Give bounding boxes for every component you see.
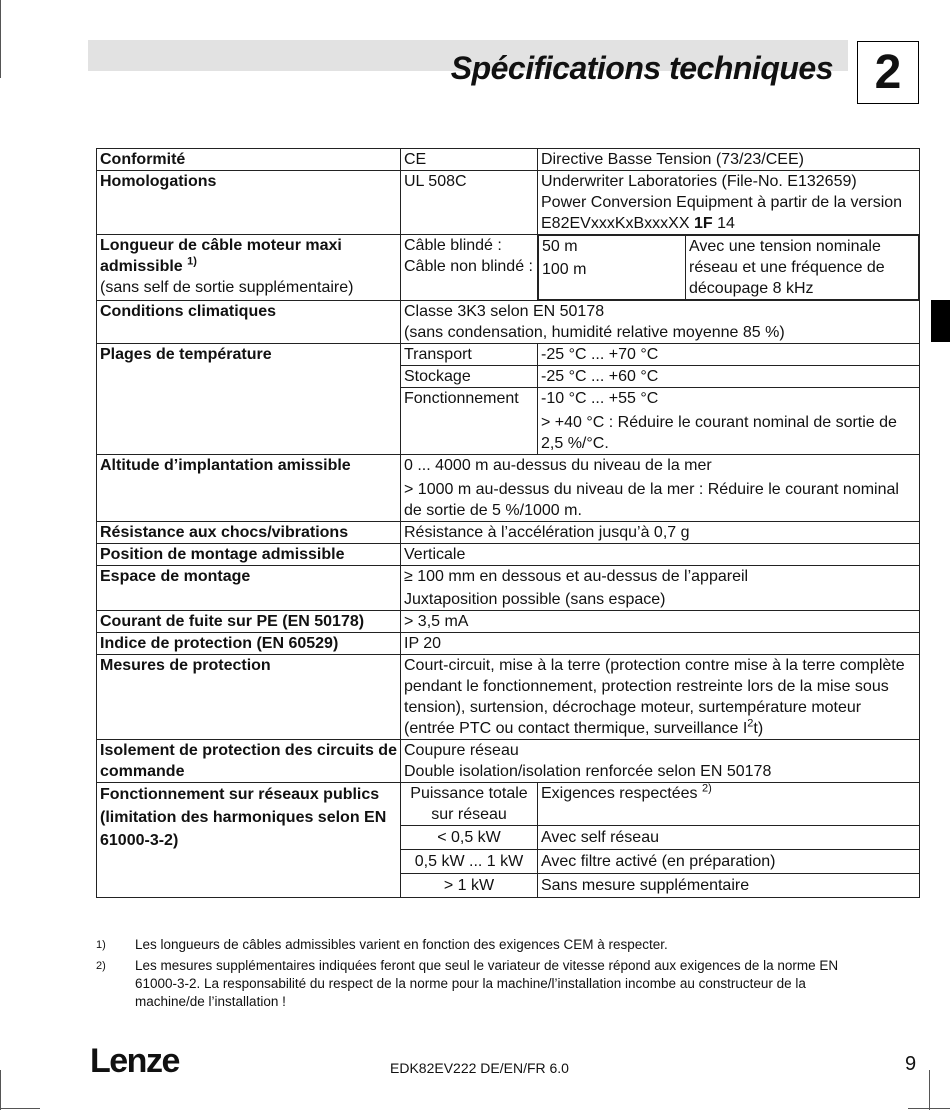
text-run: Court-circuit, mise à la terre (protection contre mise à la terre complète pendant le fonctionnement, protection restreinte lors de la mise sous tension), surtension, décrochage moteur, surtempérature moteur (entrée PTC ou contact thermique, surveillance I xyxy=(404,657,905,737)
row-label: Isolement de protection des circuits de commande xyxy=(97,740,401,783)
text-line: (sans condensation, humidité relative moyenne 85 %) xyxy=(404,324,785,341)
footnote-text: Les mesures supplémentaires indiquées feront que seul le variateur de vitesse répond aux exigences de la norme EN 61000-3-2. La responsabilité du respect de la norme pour la machine/l’installation incombe au constructeur de la machine/de l’installation ! xyxy=(135,958,839,1009)
cell-value xyxy=(401,566,920,611)
text-line: Double isolation/isolation renforcée selon EN 50178 xyxy=(404,763,772,780)
label-line: Longueur de câble moteur maxi xyxy=(100,237,342,254)
cell-value: Stockage xyxy=(401,366,538,388)
footnote-ref: 2) xyxy=(701,782,712,795)
cell-value: Avec self réseau xyxy=(538,826,920,850)
version-code: E82EVxxxKxBxxxXX xyxy=(541,215,694,232)
header-text: Exigences respectées xyxy=(541,785,702,802)
row-label: Indice de protection (EN 60529) xyxy=(97,633,401,655)
text-line: Coupure réseau xyxy=(404,742,519,759)
crop-mark xyxy=(0,0,1,78)
text-line xyxy=(541,213,916,234)
page-number: 9 xyxy=(905,1053,917,1075)
cell-value: Sans mesure supplémentaire xyxy=(538,874,920,898)
cable-type: Câble blindé : xyxy=(404,237,502,254)
label-line xyxy=(100,256,397,277)
footnote xyxy=(96,957,856,1011)
cable-type: Câble non blindé : xyxy=(404,258,533,275)
cell-value xyxy=(401,655,920,740)
cell-value: -25 °C ... +60 °C xyxy=(538,366,920,388)
cell-value xyxy=(401,235,538,301)
version-suffix: 14 xyxy=(712,215,735,232)
footnote-ref: 1) xyxy=(187,255,197,268)
row-label: Conformité xyxy=(97,149,401,171)
label-note: (sans self de sortie supplémentaire) xyxy=(100,279,354,296)
text-run: t) xyxy=(753,720,764,737)
row-label xyxy=(97,235,401,301)
text-line: 0 ... 4000 m au-dessus du niveau de la mer xyxy=(404,457,712,474)
table-row xyxy=(97,455,920,522)
text-line: Underwriter Laboratories (File-No. E132659) xyxy=(541,173,857,190)
cell-value: < 0,5 kW xyxy=(401,826,538,850)
chapter-tab-marker xyxy=(931,300,950,342)
cell-value: Résistance à l’accélération jusqu’à 0,7 g xyxy=(401,522,920,544)
cell-value xyxy=(401,301,920,344)
footnote-text: Les longueurs de câbles admissibles varient en fonction des exigences CEM à respecter. xyxy=(135,937,668,952)
text-line: Classe 3K3 selon EN 50178 xyxy=(404,303,605,320)
specifications-table xyxy=(96,148,920,898)
cell-value xyxy=(538,171,920,235)
cell-value xyxy=(538,388,920,455)
cable-length: 50 m xyxy=(542,238,578,255)
footnote xyxy=(96,936,856,954)
label-text: admissible xyxy=(100,258,188,275)
chapter-number: 2 xyxy=(857,41,919,104)
table-row xyxy=(97,235,920,301)
table-row xyxy=(97,611,920,633)
cell-value: > 3,5 mA xyxy=(401,611,920,633)
cell-value xyxy=(401,740,920,783)
cell-value xyxy=(401,455,920,522)
row-label: Fonctionnement sur réseaux publics (limitation des harmoniques selon EN 61000-3-2) xyxy=(97,783,401,898)
table-row xyxy=(97,171,920,235)
table-row xyxy=(97,301,920,344)
cable-length: 100 m xyxy=(542,261,587,278)
column-header: Puissance totale sur réseau xyxy=(401,783,538,826)
cell-value: > 1 kW xyxy=(401,874,538,898)
footnote-number: 1) xyxy=(96,939,106,951)
row-label: Espace de montage xyxy=(97,566,401,611)
cell-value xyxy=(538,235,920,301)
cable-note: Avec une tension nominale réseau et une fréquence de découpage 8 kHz xyxy=(686,236,919,300)
superscript: 2 xyxy=(747,717,754,730)
cell-value: CE xyxy=(401,149,538,171)
crop-mark xyxy=(0,1108,40,1109)
table-row xyxy=(97,655,920,740)
table-row xyxy=(97,633,920,655)
cell-value: Verticale xyxy=(401,544,920,566)
text-line: ≥ 100 mm en dessous et au-dessus de l’appareil xyxy=(404,568,749,585)
text-line: Power Conversion Equipment à partir de la version xyxy=(541,194,903,211)
cell-value: -25 °C ... +70 °C xyxy=(538,344,920,366)
column-header xyxy=(538,783,920,826)
cell-value: 0,5 kW ... 1 kW xyxy=(401,850,538,874)
cell-value: Transport xyxy=(401,344,538,366)
row-label: Courant de fuite sur PE (EN 50178) xyxy=(97,611,401,633)
row-label: Résistance aux chocs/vibrations xyxy=(97,522,401,544)
cell-value: IP 20 xyxy=(401,633,920,655)
lenze-logo: Lenze xyxy=(90,1042,179,1080)
text-line: Juxtaposition possible (sans espace) xyxy=(404,591,666,608)
table-row xyxy=(97,740,920,783)
version-bold: 1F xyxy=(693,215,713,232)
cell-value: Avec filtre activé (en préparation) xyxy=(538,850,920,874)
document-reference: EDK82EV222 DE/EN/FR 6.0 xyxy=(390,1060,569,1076)
table-row xyxy=(97,344,920,366)
footnote-number: 2) xyxy=(96,960,106,972)
table-row xyxy=(97,544,920,566)
crop-mark xyxy=(929,1070,930,1110)
row-label: Plages de température xyxy=(97,344,401,455)
cell-value: UL 508C xyxy=(401,171,538,235)
text-line: > +40 °C : Réduire le courant nominal de sortie de 2,5 %/°C. xyxy=(541,414,897,452)
row-label: Altitude d’implantation amissible xyxy=(97,455,401,522)
row-label: Position de montage admissible xyxy=(97,544,401,566)
cell-value: Directive Basse Tension (73/23/CEE) xyxy=(538,149,920,171)
page-title: Spécifications techniques xyxy=(450,50,833,86)
crop-mark xyxy=(0,1070,1,1110)
row-label: Conditions climatiques xyxy=(97,301,401,344)
table-row xyxy=(97,566,920,611)
text-line: -10 °C ... +55 °C xyxy=(541,390,659,407)
row-label: Homologations xyxy=(97,171,401,235)
cell-value: Fonctionnement xyxy=(401,388,538,455)
footnotes xyxy=(96,936,856,1011)
table-row xyxy=(97,522,920,544)
row-label: Mesures de protection xyxy=(97,655,401,740)
text-line: > 1000 m au-dessus du niveau de la mer : Réduire le courant nominal de sortie de 5 %/1000 m. xyxy=(404,481,899,519)
table-row xyxy=(97,783,920,826)
table-row xyxy=(97,149,920,171)
